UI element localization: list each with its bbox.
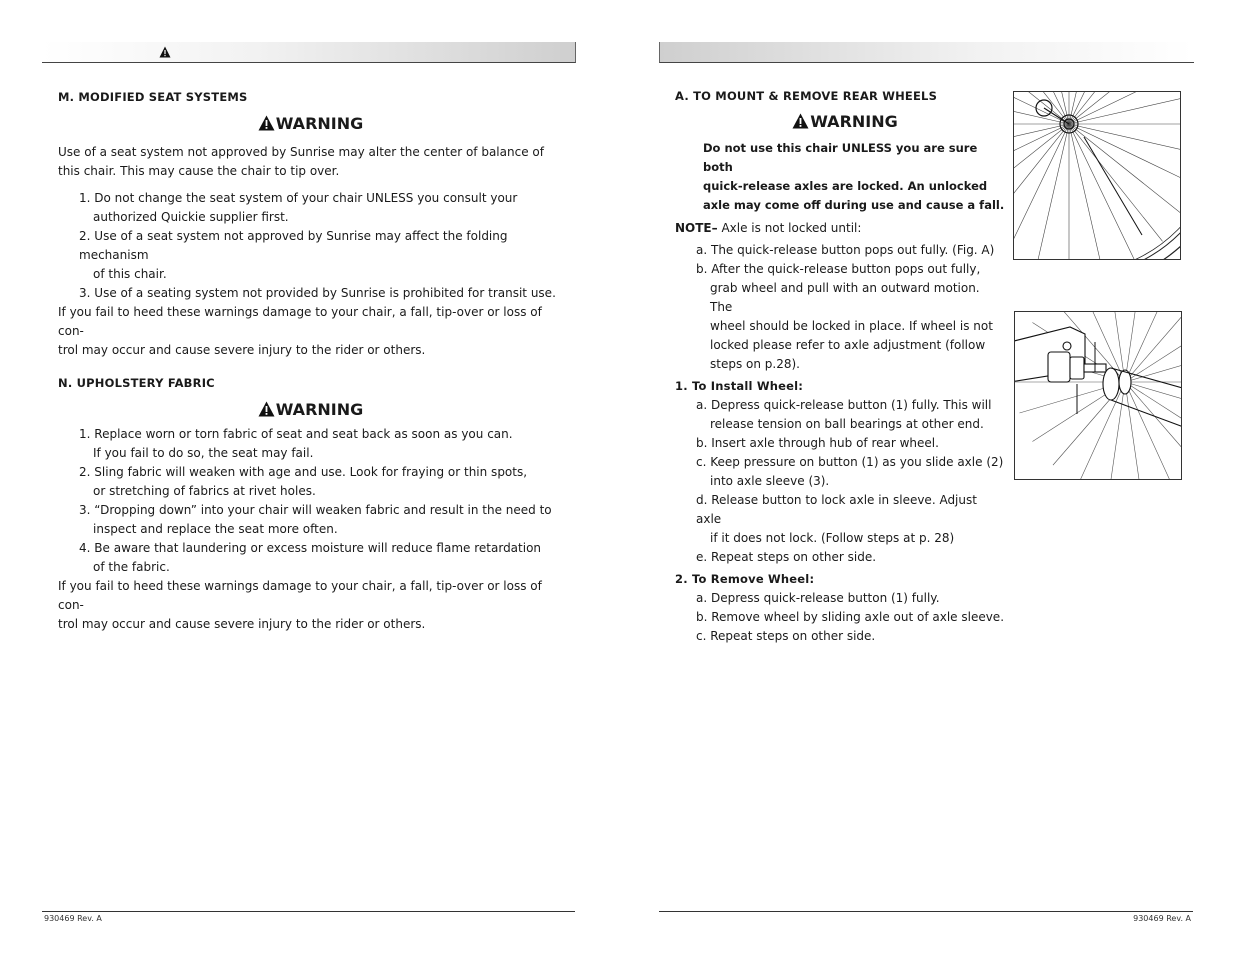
list-item: d. Release button to lock axle in sleeve. Adjust axle xyxy=(696,493,977,526)
list-item xyxy=(58,463,563,501)
warning-text-line: axle may come off during use and cause a fall. xyxy=(703,198,1005,212)
warning-triangle-icon xyxy=(159,46,171,58)
section-m-warning xyxy=(58,111,563,137)
list-item: c. Keep pressure on button (1) as you slide axle (2) xyxy=(696,455,1004,469)
section-n-warning xyxy=(58,397,563,423)
warning-label: WARNING xyxy=(810,112,898,131)
axle-assembly-drawing xyxy=(1015,312,1181,479)
spoke-line xyxy=(1069,124,1180,189)
list-item-cont: locked please refer to axle adjustment (follow xyxy=(710,338,986,352)
spoke-line xyxy=(1069,124,1134,259)
warning-text xyxy=(675,139,1005,215)
spoke-line xyxy=(1014,124,1069,259)
spoke-line xyxy=(1069,92,1180,124)
spoke-line xyxy=(1069,124,1163,241)
item-number: 1. xyxy=(79,191,91,205)
item-text-cont: or stretching of fabrics at rivet holes. xyxy=(93,484,316,498)
spoke-line xyxy=(1125,382,1181,441)
wheel-illustration xyxy=(1013,91,1181,260)
item-text-cont: of the fabric. xyxy=(93,560,170,574)
section-a-warning xyxy=(675,109,1015,135)
rear-wheel-drawing xyxy=(1014,92,1180,259)
item-text-cont: inspect and replace the seat more often. xyxy=(93,522,338,536)
item-text: “Dropping down” into your chair will weaken fabric and result in the need to xyxy=(94,503,552,517)
warning-label: WARNING xyxy=(275,400,364,419)
item-number: 3. xyxy=(79,503,91,517)
note-label: NOTE– xyxy=(675,221,718,235)
section-n-closing-line1: If you fail to heed these warnings damage to your chair, a fall, tip-over or loss of con- xyxy=(58,579,542,612)
list-item-cont: wheel should be locked in place. If wheel is not xyxy=(710,319,993,333)
list-item: b. After the quick-release button pops out fully, xyxy=(696,262,981,276)
warning-text-line: quick-release axles are locked. An unlocked xyxy=(703,179,988,193)
install-list xyxy=(675,396,1005,567)
section-n-closing-line2: trol may occur and cause severe injury to the rider or others. xyxy=(58,617,426,631)
install-heading: 1. To Install Wheel: xyxy=(675,379,804,393)
note-text: Axle is not locked until: xyxy=(717,221,862,235)
list-item: a. Depress quick-release button (1) fully. xyxy=(696,591,940,605)
spoke-line xyxy=(1014,124,1069,189)
item-number: 3. xyxy=(79,286,91,300)
left-footer-doc-number: 930469 Rev. A xyxy=(44,914,102,923)
item-text: Use of a seat system not approved by Sunrise may affect the folding mechanism xyxy=(79,229,508,262)
list-item xyxy=(58,539,563,577)
list-item xyxy=(58,189,563,227)
item-text: Do not change the seat system of your chair UNLESS you consult your xyxy=(94,191,518,205)
item-text-cont: of this chair. xyxy=(93,267,167,281)
warning-triangle-icon xyxy=(258,401,275,417)
warning-label: WARNING xyxy=(275,114,364,133)
spoke-line xyxy=(1125,351,1181,382)
item-text: Replace worn or torn fabric of seat and seat back as soon as you can. xyxy=(94,427,513,441)
list-item xyxy=(58,284,563,303)
list-item-cont: into axle sleeve (3). xyxy=(710,474,830,488)
spoke-line xyxy=(1069,92,1180,124)
list-item-cont: grab wheel and pull with an outward motion. The xyxy=(710,281,980,314)
list-item: e. Repeat steps on other side. xyxy=(696,550,877,564)
section-n-list xyxy=(58,425,563,577)
spoke-line xyxy=(1069,92,1102,124)
item-text: Use of a seating system not provided by Sunrise is prohibited for transit use. xyxy=(94,286,556,300)
right-page-content xyxy=(675,87,1005,646)
item-number: 2. xyxy=(79,229,91,243)
spoke-line xyxy=(1014,124,1069,218)
spoke-line xyxy=(1125,312,1171,382)
item-number: 4. xyxy=(79,541,91,555)
list-item xyxy=(58,425,563,463)
remove-list xyxy=(675,589,1005,646)
section-a-heading: A. TO MOUNT & REMOVE REAR WHEELS xyxy=(675,89,938,103)
list-item xyxy=(58,227,563,284)
section-m-closing-line1: If you fail to heed these warnings damage to your chair, a fall, tip-over or loss of con- xyxy=(58,305,542,338)
list-item: b. Insert axle through hub of rear wheel. xyxy=(696,436,939,450)
spoke-line xyxy=(1125,382,1141,479)
right-footer-rule xyxy=(659,911,1193,912)
section-n-heading: N. UPHOLSTERY FABRIC xyxy=(58,376,215,390)
remove-heading: 2. To Remove Wheel: xyxy=(675,572,815,586)
list-item: a. The quick-release button pops out fully. (Fig. A) xyxy=(696,243,995,257)
warning-triangle-icon xyxy=(258,115,275,131)
spoke-line xyxy=(1069,124,1102,259)
list-item: b. Remove wheel by sliding axle out of axle sleeve. xyxy=(696,610,1005,624)
section-m-intro: Use of a seat system not approved by Sunrise may alter the center of balance of this chair. This may cause the chair to tip over. xyxy=(58,145,544,178)
item-text-cont: If you fail to do so, the seat may fail. xyxy=(93,446,314,460)
list-item: c. Repeat steps on other side. xyxy=(696,629,876,643)
axle-illustration xyxy=(1014,311,1182,480)
item-number: 1. xyxy=(79,427,91,441)
item-text: Be aware that laundering or excess moisture will reduce flame retardation xyxy=(94,541,542,555)
section-m-closing-line2: trol may occur and cause severe injury to the rider or others. xyxy=(58,343,426,357)
item-text-cont: authorized Quickie supplier first. xyxy=(93,210,289,224)
left-page-content xyxy=(58,88,563,634)
section-m-heading: M. MODIFIED SEAT SYSTEMS xyxy=(58,90,248,104)
spoke-line xyxy=(1069,124,1180,218)
left-header-bar xyxy=(42,42,576,63)
item-text: Sling fabric will weaken with age and use. Look for fraying or thin spots, xyxy=(94,465,528,479)
right-footer-doc-number: 930469 Rev. A xyxy=(1133,914,1191,923)
right-header-bar xyxy=(659,42,1194,63)
warning-triangle-icon xyxy=(792,113,809,129)
note xyxy=(675,219,1005,238)
section-m-list xyxy=(58,189,563,303)
list-item: a. Depress quick-release button (1) fully. This will xyxy=(696,398,992,412)
note-list xyxy=(675,241,1005,374)
spoke-line xyxy=(1069,92,1163,124)
left-footer-rule xyxy=(42,911,575,912)
list-item-cont: release tension on ball bearings at other end. xyxy=(710,417,984,431)
spoke-line xyxy=(1125,382,1181,465)
list-item-cont: if it does not lock. (Follow steps at p. 28) xyxy=(710,531,955,545)
item-number: 2. xyxy=(79,465,91,479)
spoke-line xyxy=(1069,92,1180,124)
spoke-line xyxy=(1036,124,1069,259)
warning-text-line: Do not use this chair UNLESS you are sure both xyxy=(703,141,978,174)
spoke-line xyxy=(1125,323,1181,382)
list-item xyxy=(58,501,563,539)
list-item-cont: steps on p.28). xyxy=(710,357,800,371)
